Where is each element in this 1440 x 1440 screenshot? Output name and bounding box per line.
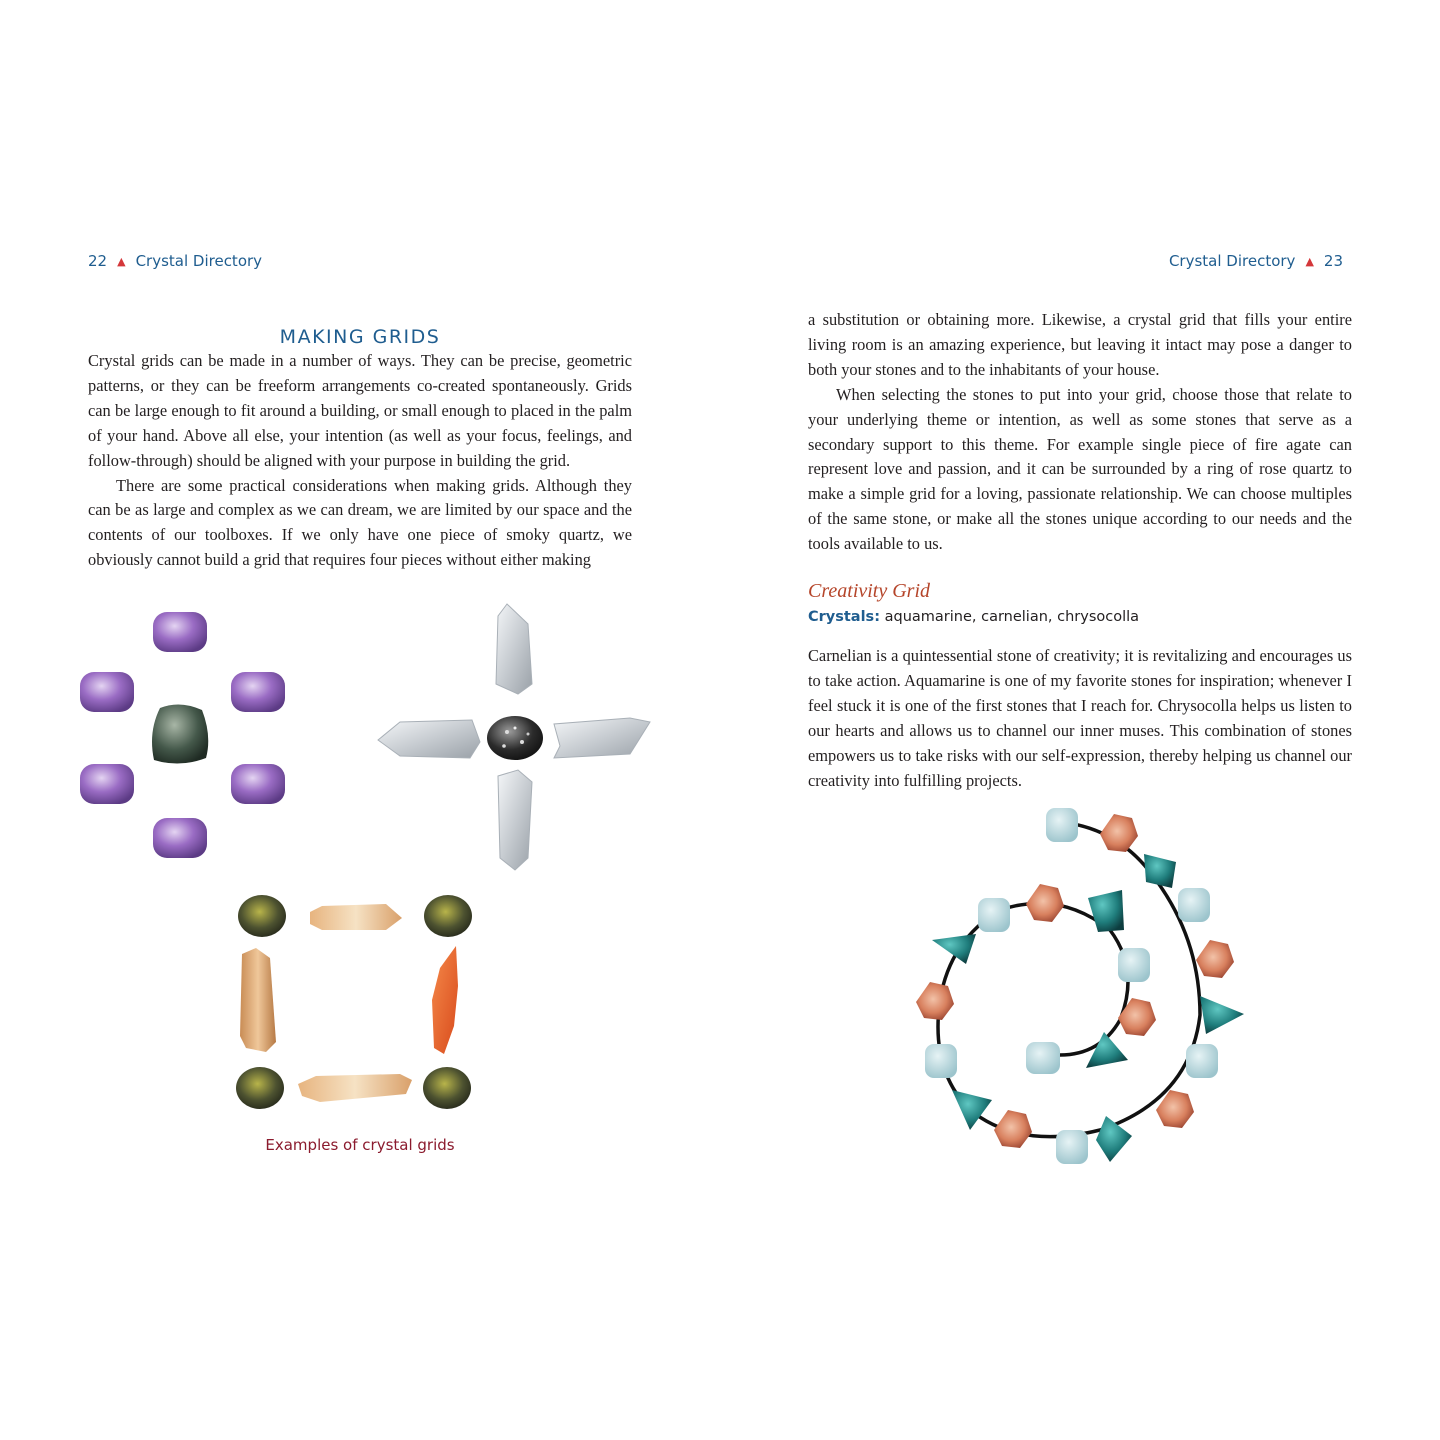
right-paragraph-3: Carnelian is a quintessential stone of creativity; it is revitalizing and encourages us to take action. Aquamarine is one of my favorite stones for inspiration; whenever I feel stuck it is one of the first stones that I reach for. Chrysocolla helps us listen to our hearts and allows us to channel our inner muses. This combination of stones empowers us to take risks with our self-expression, thereby helping us channel our creativity into fulfilling projects. xyxy=(808,646,1352,790)
right-body xyxy=(808,308,1352,557)
triangle-marker-icon: ▲ xyxy=(1305,254,1314,268)
charoite-grid xyxy=(80,612,285,858)
right-body-2 xyxy=(808,644,1352,793)
charoite-stone xyxy=(231,672,285,712)
charoite-stone xyxy=(231,764,285,804)
charoite-stone xyxy=(153,818,207,858)
citrine-point xyxy=(310,904,402,930)
quartz-point xyxy=(554,718,650,758)
triangle-marker-icon: ▲ xyxy=(117,254,126,268)
page-number-right: 23 xyxy=(1323,252,1343,270)
quartz-wand xyxy=(298,1074,412,1102)
right-paragraph-1: a substitution or obtaining more. Likewise, a crystal grid that fills your entire living room is an amazing experience, but leaving it intact may pose a danger to both your stones and to the inhabitants of your house. xyxy=(808,310,1352,379)
right-paragraph-2: When selecting the stones to put into your grid, choose those that relate to your underlying theme or intention, as well as some stones that serve as a secondary support to this theme. For example single piece of fire agate can represent love and passion, and it can be surrounded by a ring of rose quartz to make a simple grid for a loving, passionate relationship. We can choose multiples of the same stone, or make all the stones unique according to our needs and the tools available to us. xyxy=(808,384,1352,554)
section-title: MAKING GRIDS xyxy=(279,325,441,348)
left-paragraph-1: Crystal grids can be made in a number of ways. They can be precise, geometric patterns, or they can be freeform arrangements co-created spontaneously. Grids can be large enough to fit around a building, or small enough to placed in the palm of your hand. Above all else, your intention (as well as your focus, feelings, and follow-through) should be aligned with your purpose in building the grid. xyxy=(88,351,632,470)
charoite-stone xyxy=(80,764,134,804)
labradorite-stone xyxy=(424,895,472,937)
carnelian-shard xyxy=(432,946,458,1054)
crystals-list: aquamarine, carnelian, chrysocolla xyxy=(884,609,1140,625)
seraphinite-stone xyxy=(152,704,208,763)
labradorite-stone xyxy=(238,895,286,937)
charoite-stone xyxy=(80,672,134,712)
quartz-point xyxy=(498,770,532,870)
running-head-left xyxy=(88,252,262,270)
charoite-stone xyxy=(153,612,207,652)
running-head-section-left: Crystal Directory xyxy=(135,252,263,270)
quartz-cross-grid xyxy=(378,604,650,870)
snowflake-obsidian-stone xyxy=(487,716,543,760)
crystals-line xyxy=(808,609,1139,625)
creativity-spiral-illustration xyxy=(900,800,1260,1170)
quartz-point xyxy=(378,720,480,758)
crystals-label: Crystals: xyxy=(808,609,880,625)
creativity-grid-heading: Creativity Grid xyxy=(808,580,931,602)
square-grid xyxy=(236,895,472,1109)
quartz-point xyxy=(496,604,532,694)
page-number-left: 22 xyxy=(88,252,108,270)
running-head-right xyxy=(1169,252,1343,270)
left-body xyxy=(88,349,632,573)
left-paragraph-2: There are some practical considerations when making grids. Although they can be as large and complex as we can dream, we are limited by our space and the contents of our toolboxes. If we only have one piece of smoky quartz, we obviously cannot build a grid that requires four pieces without either making xyxy=(88,475,632,570)
crystal-grids-illustration xyxy=(70,596,670,1126)
running-head-section-right: Crystal Directory xyxy=(1168,252,1296,270)
labradorite-stone xyxy=(236,1067,284,1109)
topaz-crystal xyxy=(240,948,276,1052)
labradorite-stone xyxy=(423,1067,471,1109)
figure-caption: Examples of crystal grids xyxy=(265,1136,455,1154)
